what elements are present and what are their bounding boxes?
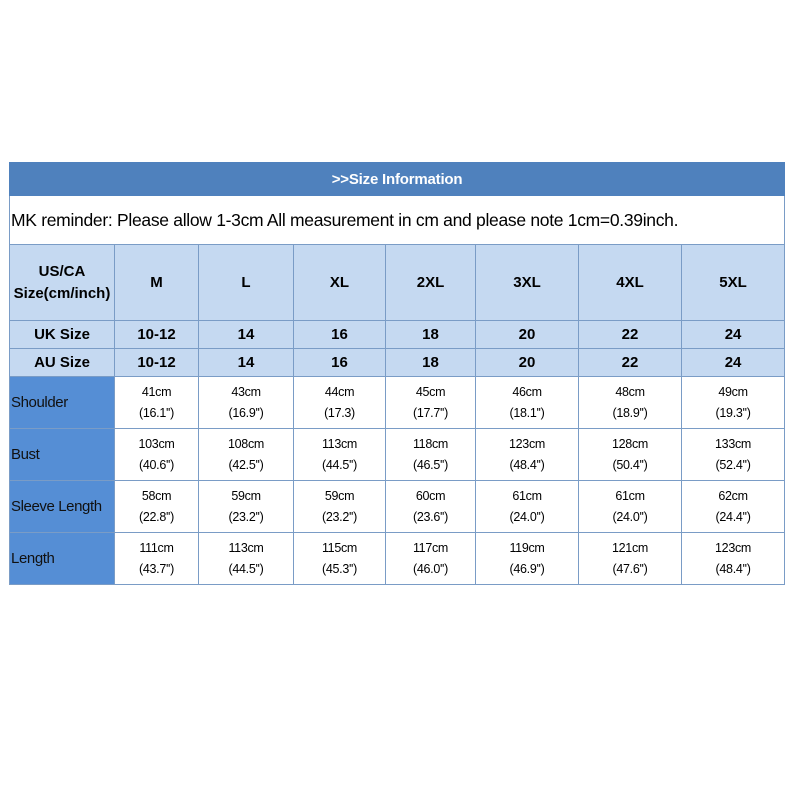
size-m: M bbox=[115, 245, 199, 321]
size-l: L bbox=[199, 245, 294, 321]
row-label: Shoulder bbox=[10, 377, 115, 429]
size-xl: XL bbox=[294, 245, 386, 321]
table-cell: 48cm (18.9'') bbox=[579, 377, 682, 429]
table-title: >>Size Information bbox=[10, 163, 785, 196]
table-cell: 115cm (45.3'') bbox=[294, 533, 386, 585]
table-cell: 20 bbox=[476, 349, 579, 377]
au-size-row bbox=[10, 349, 785, 377]
table-cell: 62cm (24.4'') bbox=[682, 481, 785, 533]
table-cell: 123cm (48.4'') bbox=[682, 533, 785, 585]
table-cell: 24 bbox=[682, 349, 785, 377]
table-cell: 118cm (46.5'') bbox=[386, 429, 476, 481]
table-cell: 123cm (48.4'') bbox=[476, 429, 579, 481]
table-cell: 46cm (18.1'') bbox=[476, 377, 579, 429]
table-cell: 108cm (42.5'') bbox=[199, 429, 294, 481]
table-cell: 58cm (22.8'') bbox=[115, 481, 199, 533]
table-cell: 44cm (17.3) bbox=[294, 377, 386, 429]
table-cell: 16 bbox=[294, 349, 386, 377]
label-line-1: US/CA bbox=[38, 262, 86, 280]
table-cell: 22 bbox=[579, 349, 682, 377]
bust-row bbox=[10, 429, 785, 481]
table-cell: 20 bbox=[476, 321, 579, 349]
table-cell: 14 bbox=[199, 321, 294, 349]
table-cell: 10-12 bbox=[115, 349, 199, 377]
size-chart-table bbox=[9, 162, 785, 585]
table-cell: 49cm (19.3'') bbox=[682, 377, 785, 429]
table-cell: 117cm (46.0'') bbox=[386, 533, 476, 585]
table-cell: 10-12 bbox=[115, 321, 199, 349]
table-cell: 24 bbox=[682, 321, 785, 349]
table-cell: 59cm (23.2'') bbox=[199, 481, 294, 533]
size-header-row bbox=[10, 245, 785, 321]
row-label: Sleeve Length bbox=[10, 481, 115, 533]
table-cell: 61cm (24.0'') bbox=[579, 481, 682, 533]
shoulder-row bbox=[10, 377, 785, 429]
title-row bbox=[10, 163, 785, 196]
table-cell: 43cm (16.9'') bbox=[199, 377, 294, 429]
row-label: AU Size bbox=[10, 349, 115, 377]
table-cell: 128cm (50.4'') bbox=[579, 429, 682, 481]
table-cell: 16 bbox=[294, 321, 386, 349]
sleeve-length-row bbox=[10, 481, 785, 533]
table-cell: 113cm (44.5'') bbox=[199, 533, 294, 585]
table-cell: 18 bbox=[386, 349, 476, 377]
size-4xl: 4XL bbox=[579, 245, 682, 321]
table-cell: 103cm (40.6'') bbox=[115, 429, 199, 481]
row-label: Bust bbox=[10, 429, 115, 481]
table-cell: 41cm (16.1'') bbox=[115, 377, 199, 429]
size-3xl: 3XL bbox=[476, 245, 579, 321]
table-cell: 119cm (46.9'') bbox=[476, 533, 579, 585]
table-cell: 113cm (44.5'') bbox=[294, 429, 386, 481]
table-cell: 18 bbox=[386, 321, 476, 349]
table-cell: 133cm (52.4'') bbox=[682, 429, 785, 481]
row-label: UK Size bbox=[10, 321, 115, 349]
table-cell: 61cm (24.0'') bbox=[476, 481, 579, 533]
table-cell: 45cm (17.7'') bbox=[386, 377, 476, 429]
uk-size-row bbox=[10, 321, 785, 349]
us-ca-size-label bbox=[10, 245, 115, 321]
size-2xl: 2XL bbox=[386, 245, 476, 321]
table-cell: 14 bbox=[199, 349, 294, 377]
size-5xl: 5XL bbox=[682, 245, 785, 321]
table-cell: 60cm (23.6'') bbox=[386, 481, 476, 533]
table-cell: 121cm (47.6'') bbox=[579, 533, 682, 585]
table-cell: 111cm (43.7'') bbox=[115, 533, 199, 585]
reminder-row bbox=[10, 196, 785, 245]
length-row bbox=[10, 533, 785, 585]
table-cell: 22 bbox=[579, 321, 682, 349]
label-line-2: Size(cm/inch) bbox=[13, 284, 111, 302]
table-cell: 59cm (23.2'') bbox=[294, 481, 386, 533]
row-label: Length bbox=[10, 533, 115, 585]
reminder-text: MK reminder: Please allow 1-3cm All measurement in cm and please note 1cm=0.39inch. bbox=[10, 196, 785, 245]
